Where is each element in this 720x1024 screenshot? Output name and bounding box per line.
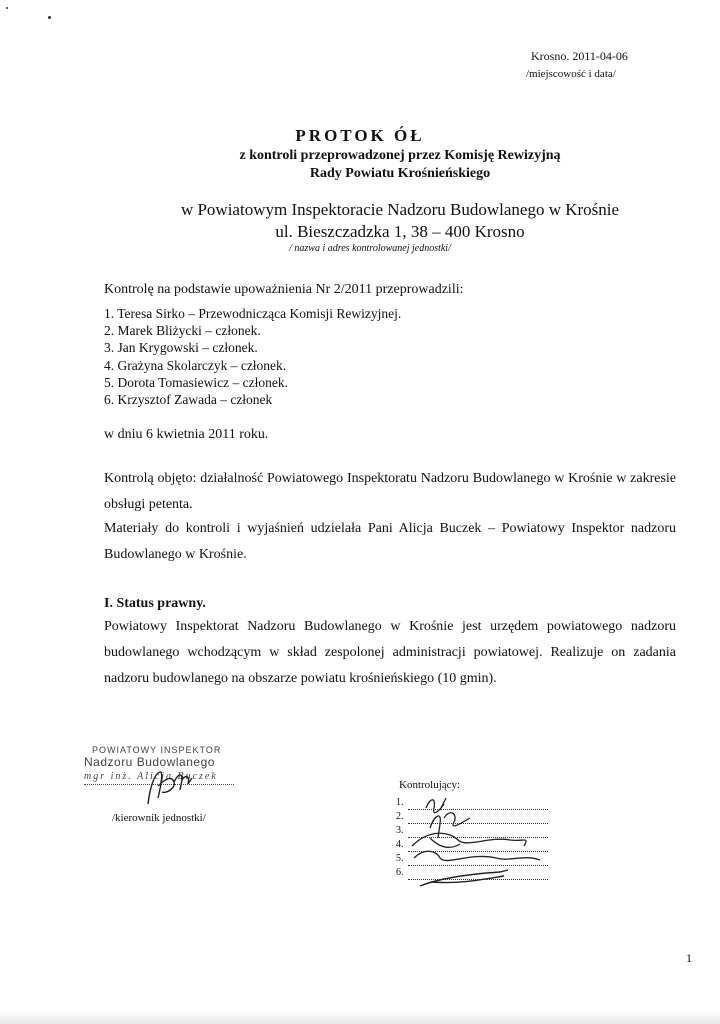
controller-line: 4. <box>396 838 548 852</box>
stamp-line-2: Nadzoru Budowlanego <box>84 755 215 769</box>
materials-paragraph: Materiały do kontroli i wyjaśnień udzielała Pani Alicja Buczek – Powiatowy Inspektor nadzoru Budowlanego w Krośnie. <box>104 521 676 562</box>
member-item: 6. Krzysztof Zawada – członek <box>104 392 273 408</box>
document-title: PROTOK ÓŁ <box>295 126 425 145</box>
scope-paragraph: Kontrolą objęto: działalność Powiatowego Inspektoratu Nadzoru Budowlanego w Krośnie w zakresie obsługi petenta. <box>104 471 676 512</box>
scan-speck <box>48 16 51 19</box>
stamp-line-1: POWIATOWY INSPEKTOR <box>92 745 222 755</box>
controller-line: 3. <box>396 824 548 838</box>
controller-line: 2. <box>396 810 548 824</box>
institution-address: ul. Bieszczadzka 1, 38 – 400 Krosno <box>275 222 525 241</box>
scan-edge <box>0 1010 720 1024</box>
institution-hint: / nazwa i adres kontrolowanej jednostki/ <box>289 243 451 254</box>
member-item: 2. Marek Bliżycki – członek. <box>104 323 261 339</box>
controller-line: 1. <box>396 796 548 810</box>
document-subtitle-1: z kontroli przeprowadzonej przez Komisję Rewizyjną <box>239 148 561 163</box>
stamp-line-3: mgr inż. Alicja Buczek <box>84 771 218 782</box>
member-list <box>104 305 401 408</box>
place-date-hint: /miejscowość i data/ <box>526 68 616 80</box>
stamp-role: /kierownik jednostki/ <box>112 812 206 824</box>
controller-line: 5. <box>396 852 548 866</box>
document-subtitle-2: Rady Powiatu Krośnieńskiego <box>309 166 491 181</box>
institution-name: w Powiatowym Inspektoracie Nadzoru Budowlanego w Krośnie <box>180 200 620 219</box>
controller-signatures <box>400 788 560 896</box>
member-item: 1. Teresa Sirko – Przewodnicząca Komisji Rewizyjnej. <box>104 306 402 321</box>
page-number: 1 <box>686 951 692 965</box>
place-date: Krosno. 2011-04-06 <box>531 49 628 63</box>
member-item: 5. Dorota Tomasiewicz – członek. <box>104 374 288 390</box>
authorization-line: Kontrolę na podstawie upoważnienia Nr 2/2011 przeprowadzili: <box>104 282 464 297</box>
section-heading: I. Status prawny. <box>104 596 206 611</box>
controllers-label: Kontrolujący: <box>399 779 461 791</box>
scan-speck <box>6 7 8 9</box>
head-signature <box>130 768 240 808</box>
controller-line: 6. <box>396 866 548 880</box>
control-date: w dniu 6 kwietnia 2011 roku. <box>104 427 269 442</box>
section-text: Powiatowy Inspektorat Nadzoru Budowlanego w Krośnie jest urzędem powiatowego nadzoru budowlanego wchodzącym w skład zespolonej administracji powiatowej. Realizuje on zadania nadzoru budowlanego na obszarze powiatu krośnieńskiego (10 gmin). <box>104 619 676 686</box>
member-item: 4. Grażyna Skolarczyk – członek. <box>104 357 287 373</box>
member-item: 3. Jan Krygowski – członek. <box>104 340 258 356</box>
